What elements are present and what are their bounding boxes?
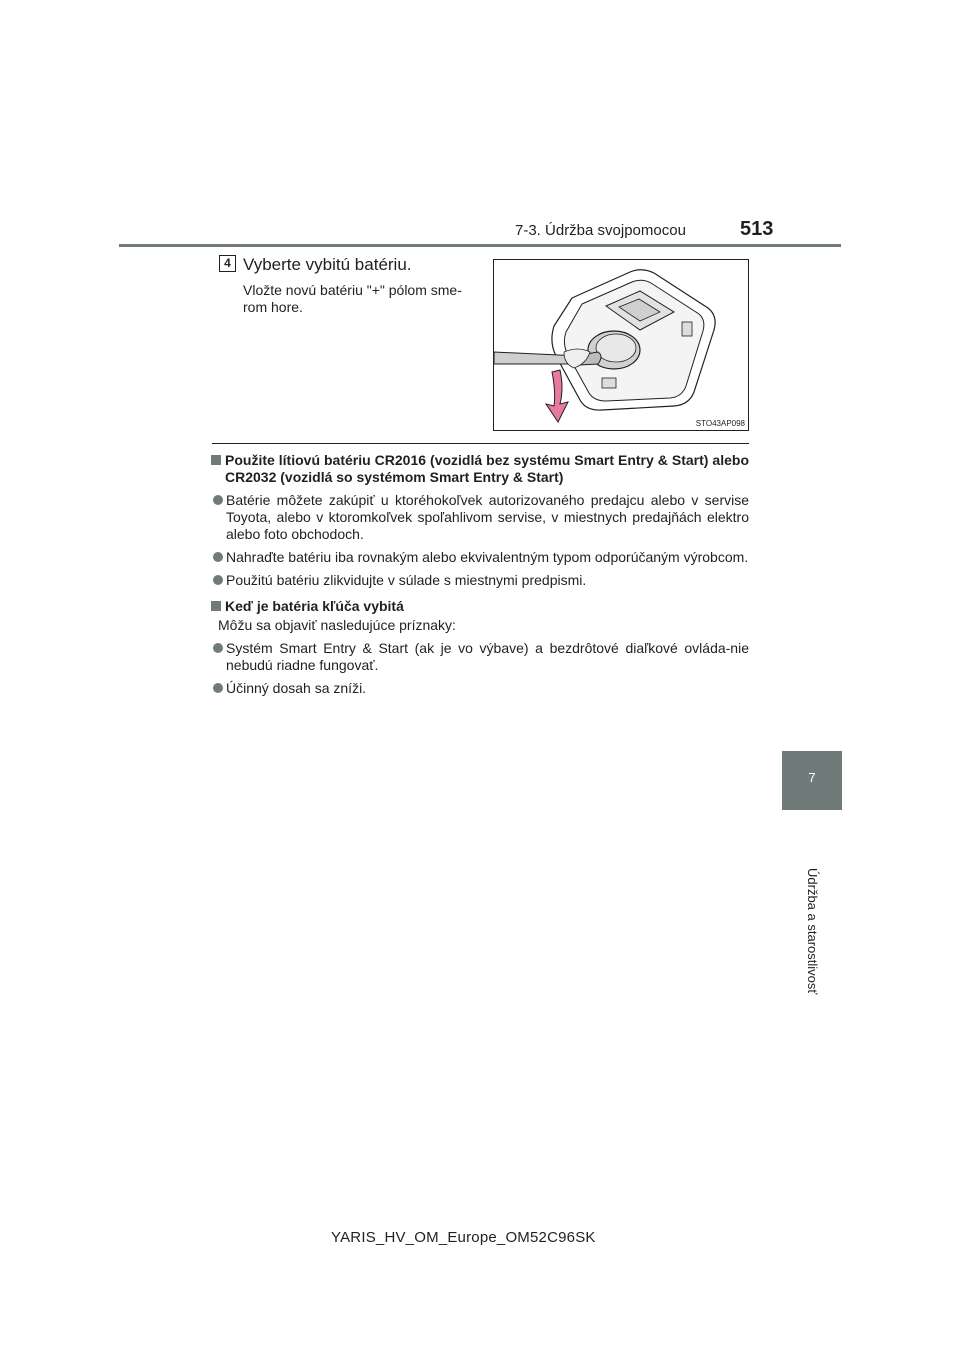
coin-battery-face (596, 334, 636, 362)
step-note: Vložte novú batériu "+" pólom sme-rom hore. (243, 282, 462, 315)
step-number-badge: 4 (219, 255, 236, 272)
chapter-number: 7 (808, 770, 816, 785)
chapter-title: Údržba a starostlivosť (805, 868, 820, 995)
key-fob-drawing (494, 260, 748, 430)
battery-empty-heading: Keď je batéria kľúča vybitá (211, 598, 749, 615)
figure-code: STO43AP098 (695, 419, 745, 428)
side-clip-lower (602, 378, 616, 388)
section-divider (212, 443, 749, 444)
list-item: Batérie môžete zakúpiť u ktoréhokoľvek autorizovaného predajcu alebo v servise Toyota, alebo v ktoromkoľvek spoľahlivom servise, v miestnych predajňách elektro alebo foto obchodoch. (211, 492, 749, 543)
battery-type-heading: Použite lítiovú batériu CR2016 (vozidlá bez systému Smart Entry & Start) alebo CR2032 (vozidlá so systémom Smart Entry & Start) (211, 452, 749, 486)
notes-section (211, 452, 749, 697)
header-divider (119, 244, 841, 247)
list-item: Systém Smart Entry & Start (ak je vo výbave) a bezdrôtové diaľkové ovláda-nie nebudú riadne fungovať. (211, 640, 749, 674)
page-number: 513 (740, 218, 774, 240)
key-battery-illustration (493, 259, 749, 431)
list-item: Účinný dosah sa zníži. (211, 680, 749, 697)
pry-direction-arrow (546, 370, 568, 422)
header-section-title: 7-3. Údržba svojpomocou (515, 222, 686, 239)
document-code: YARIS_HV_OM_Europe_OM52C96SK (331, 1229, 596, 1246)
list-item: Nahraďte batériu iba rovnakým alebo ekvivalentným typom odporúčaným výrobcom. (211, 549, 749, 566)
side-clip-right (682, 322, 692, 336)
step-title: Vyberte vybitú batériu. (243, 255, 412, 274)
battery-empty-intro: Môžu sa objaviť nasledujúce príznaky: (218, 617, 456, 633)
list-item: Použitú batériu zlikvidujte v súlade s miestnymi predpismi. (211, 572, 749, 589)
